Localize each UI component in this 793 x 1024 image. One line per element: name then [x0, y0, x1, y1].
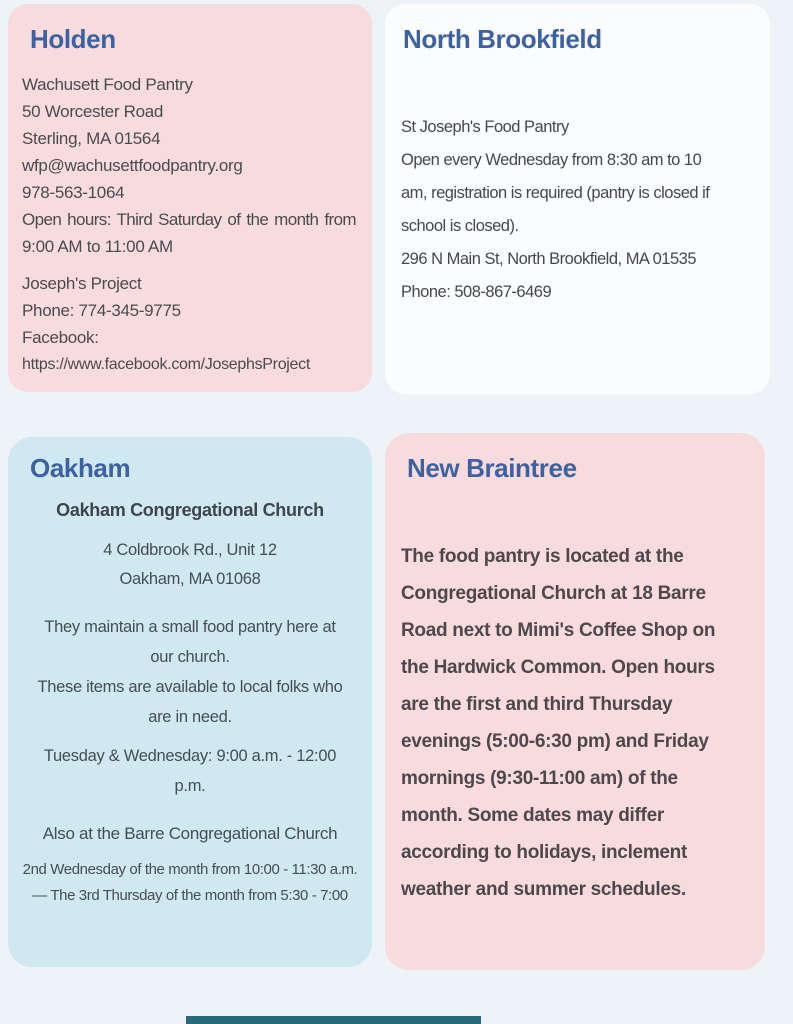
new-braintree-body-line6: evenings (5:00-6:30 pm) and Friday [401, 731, 709, 752]
oakham-card [8, 437, 372, 967]
oakham-barre-schedule [22, 857, 358, 909]
holden-spacer [22, 260, 358, 270]
new-braintree-title: New Braintree [407, 453, 577, 483]
new-braintree-body-line4: the Hardwick Common. Open hours [401, 657, 715, 678]
nb-address: 296 N Main St, North Brookfield, MA 01535 [401, 250, 696, 268]
holden-open-hours-line2: 9:00 AM to 11:00 AM [22, 237, 173, 256]
new-braintree-body [401, 538, 751, 908]
oakham-sched-line1: 2nd Wednesday of the month from 10:00 - 11:30 a.m. [22, 861, 358, 878]
oakham-address [22, 536, 358, 594]
new-braintree-body-line1: The food pantry is located at the [401, 546, 684, 567]
scan-edge-artifact-bar [186, 1016, 481, 1024]
oakham-also-barre: Also at the Barre Congregational Church [42, 824, 338, 843]
josephs-project-facebook-label: Facebook: [22, 328, 99, 347]
holden-title: Holden [30, 24, 116, 54]
nb-phone: Phone: 508-867-6469 [401, 283, 552, 301]
holden-phone: 978-563-1064 [22, 183, 125, 202]
oakham-church-name: Oakham Congregational Church [56, 500, 324, 520]
new-braintree-body-line5: are the first and third Thursday [401, 694, 673, 715]
josephs-project-phone: Phone: 774-345-9775 [22, 301, 181, 320]
oakham-para2-line1: These items are available to local folks who [37, 678, 343, 696]
nb-hours-line3: school is closed). [401, 217, 519, 235]
new-braintree-body-line10: weather and summer schedules. [401, 879, 686, 900]
josephs-project-name: Joseph's Project [22, 274, 142, 293]
new-braintree-body-line2: Congregational Church at 18 Barre [401, 583, 706, 604]
holden-street: 50 Worcester Road [22, 102, 164, 121]
oakham-para1-line1: They maintain a small food pantry here at [44, 618, 336, 636]
new-braintree-body-line9: according to holidays, inclement [401, 842, 688, 863]
oakham-sched-line2: — The 3rd Thursday of the month from 5:30 - 7:00 [32, 887, 348, 904]
oakham-title: Oakham [30, 453, 131, 483]
new-braintree-card [385, 433, 765, 970]
josephs-project-facebook-url: https://www.facebook.com/JosephsProject [22, 356, 310, 373]
holden-card [8, 4, 372, 392]
holden-org-name: Wachusett Food Pantry [22, 75, 193, 94]
nb-pantry-name: St Joseph's Food Pantry [401, 118, 569, 136]
oakham-hours-line1: Tuesday & Wednesday: 9:00 a.m. - 12:00 [43, 747, 337, 765]
north-brookfield-title: North Brookfield [403, 24, 602, 54]
oakham-para2-line2: are in need. [148, 708, 232, 726]
new-braintree-body-line7: mornings (9:30-11:00 am) of the [401, 768, 678, 789]
new-braintree-body-line3: Road next to Mimi's Coffee Shop on [401, 620, 716, 641]
oakham-hours [22, 741, 358, 801]
oakham-para1-line2: our church. [150, 648, 230, 666]
north-brookfield-body [401, 111, 758, 309]
holden-email: wfp@wachusettfoodpantry.org [22, 156, 243, 175]
oakham-hours-line2: p.m. [174, 777, 206, 795]
holden-city-state-zip: Sterling, MA 01564 [22, 129, 161, 148]
new-braintree-body-line8: month. Some dates may differ [401, 805, 664, 826]
oakham-address-line2: Oakham, MA 01068 [119, 570, 261, 588]
nb-hours-line2: am, registration is required (pantry is closed if [401, 184, 710, 202]
oakham-address-line1: 4 Coldbrook Rd., Unit 12 [103, 541, 277, 559]
holden-open-hours-line1: Open hours: Third Saturday of the month from [22, 210, 356, 229]
nb-hours-line1: Open every Wednesday from 8:30 am to 10 [401, 151, 702, 169]
oakham-paragraph1 [22, 612, 358, 732]
north-brookfield-card [385, 4, 770, 394]
